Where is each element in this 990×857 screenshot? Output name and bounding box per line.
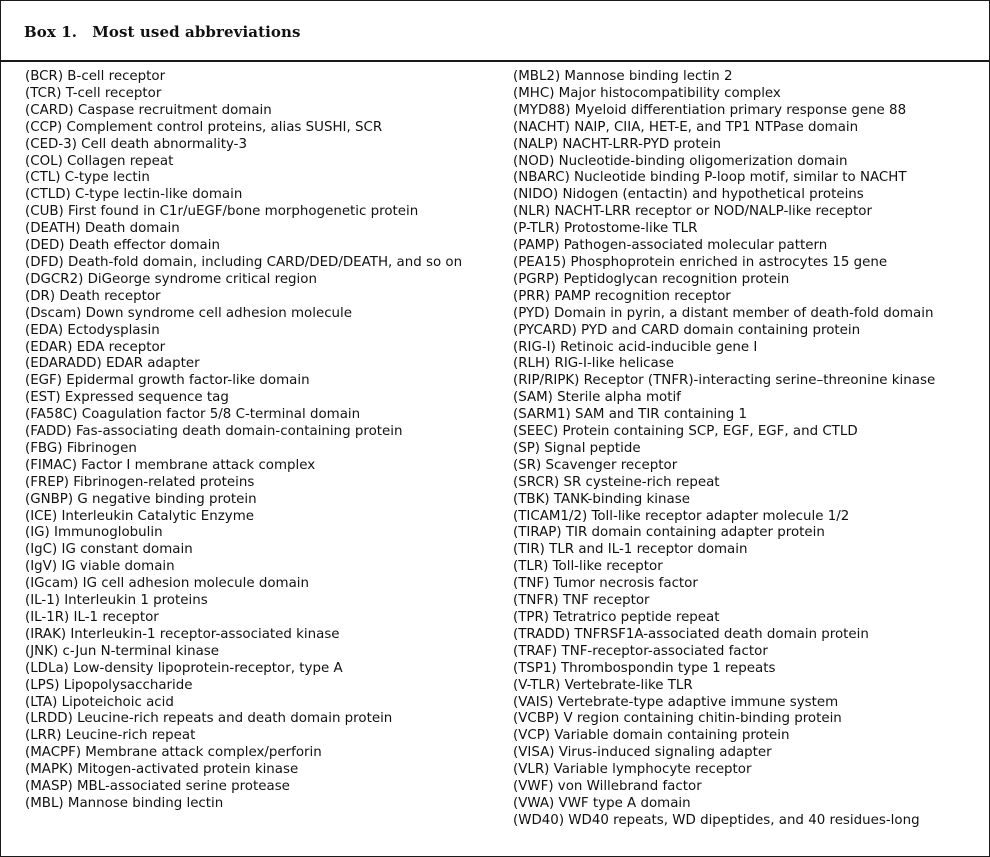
abbreviation-entry: (CARD) Caspase recruitment domain	[25, 102, 272, 118]
abbreviation-entry: (PEA15) Phosphoprotein enriched in astrocytes 15 gene	[513, 254, 888, 270]
abbreviation-entry: (VWA) VWF type A domain	[513, 795, 691, 811]
abbreviation-entry: (Dscam) Down syndrome cell adhesion molecule	[25, 305, 352, 321]
abbreviation-entry: (WD40) WD40 repeats, WD dipeptides, and 40 residues-long	[513, 812, 920, 828]
abbreviation-entry: (TNFR) TNF receptor	[513, 593, 650, 609]
abbreviation-entry: (RIG-I) Retinoic acid-inducible gene I	[513, 339, 758, 355]
abbreviation-entry: (FREP) Fibrinogen-related proteins	[25, 474, 255, 490]
abbreviation-entry: (MAPK) Mitogen-activated protein kinase	[25, 762, 299, 778]
abbreviation-entry: (SR) Scavenger receptor	[513, 457, 678, 473]
abbreviation-entry: (V-TLR) Vertebrate-like TLR	[513, 677, 693, 693]
abbreviation-entry: (DR) Death receptor	[25, 288, 161, 304]
abbreviation-entry: (SAM) Sterile alpha motif	[513, 390, 681, 406]
abbreviation-entry: (RIP/RIPK) Receptor (TNFR)-interacting serine–threonine kinase	[513, 373, 936, 389]
abbreviation-entry: (TBK) TANK-binding kinase	[513, 491, 690, 507]
abbreviation-entry: (CTL) C-type lectin	[25, 170, 150, 186]
box-header	[1, 1, 989, 62]
abbreviation-entry: (IgC) IG constant domain	[25, 542, 193, 558]
abbreviation-entry: (LRR) Leucine-rich repeat	[25, 728, 196, 744]
abbreviation-entry: (VCBP) V region containing chitin-binding protein	[513, 711, 842, 727]
abbreviation-entry: (CED-3) Cell death abnormality-3	[25, 136, 248, 152]
abbreviation-entry: (FIMAC) Factor I membrane attack complex	[25, 457, 316, 473]
abbreviation-entry: (TRAF) TNF-receptor-associated factor	[513, 643, 768, 659]
abbreviation-entry: (NBARC) Nucleotide binding P-loop motif, similar to NACHT	[513, 170, 907, 186]
box-title: Box 1. Most used abbreviations	[24, 23, 301, 41]
abbreviation-entry: (CCP) Complement control proteins, alias SUSHI, SCR	[25, 119, 383, 135]
abbreviation-entry: (GNBP) G negative binding protein	[25, 491, 257, 507]
abbreviation-entry: (EDAR) EDA receptor	[25, 339, 166, 355]
abbreviation-entry: (EST) Expressed sequence tag	[25, 390, 229, 406]
abbreviation-entry: (TLR) Toll-like receptor	[513, 559, 663, 575]
abbreviation-entry: (EDA) Ectodysplasin	[25, 322, 160, 338]
abbreviation-entry: (BCR) B-cell receptor	[25, 69, 166, 84]
abbreviation-entry: (TSP1) Thrombospondin type 1 repeats	[513, 660, 776, 676]
abbreviation-entry: (PRR) PAMP recognition receptor	[513, 288, 731, 304]
abbreviation-entry: (IgV) IG viable domain	[25, 559, 175, 575]
abbreviations-left-column	[25, 69, 495, 813]
abbreviation-entry: (MACPF) Membrane attack complex/perforin	[25, 745, 322, 761]
abbreviation-entry: (IRAK) Interleukin-1 receptor-associated kinase	[25, 626, 340, 642]
abbreviation-entry: (TICAM1/2) Toll-like receptor adapter molecule 1/2	[513, 508, 850, 524]
abbreviation-entry: (FBG) Fibrinogen	[25, 440, 137, 456]
abbreviation-entry: (IGcam) IG cell adhesion molecule domain	[25, 576, 309, 592]
abbreviation-entry: (LTA) Lipoteichoic acid	[25, 694, 174, 710]
abbreviations-right-column	[513, 69, 983, 830]
abbreviation-entry: (NACHT) NAIP, CIIA, HET-E, and TP1 NTPase domain	[513, 119, 859, 135]
abbreviation-entry: (LRDD) Leucine-rich repeats and death domain protein	[25, 711, 393, 727]
abbreviation-entry: (VLR) Variable lymphocyte receptor	[513, 762, 752, 778]
abbreviation-entry: (CTLD) C-type lectin-like domain	[25, 187, 243, 203]
abbreviation-entry: (NLR) NACHT-LRR receptor or NOD/NALP-like receptor	[513, 204, 873, 220]
abbreviation-entry: (VISA) Virus-induced signaling adapter	[513, 745, 772, 761]
abbreviation-entry: (COL) Collagen repeat	[25, 153, 174, 169]
abbreviation-entry: (TRADD) TNFRSF1A-associated death domain protein	[513, 626, 869, 642]
abbreviation-entry: (RLH) RIG-I-like helicase	[513, 356, 674, 372]
abbreviation-entry: (TIR) TLR and IL-1 receptor domain	[513, 542, 748, 558]
abbreviation-entry: (VAIS) Vertebrate-type adaptive immune system	[513, 694, 839, 710]
abbreviation-entry: (CUB) First found in C1r/uEGF/bone morphogenetic protein	[25, 204, 419, 220]
abbreviation-entry: (SRCR) SR cysteine-rich repeat	[513, 474, 720, 490]
abbreviation-entry: (IG) Immunoglobulin	[25, 525, 163, 541]
abbreviation-entry: (VCP) Variable domain containing protein	[513, 728, 790, 744]
abbreviation-entry: (MHC) Major histocompatibility complex	[513, 85, 781, 101]
abbreviation-entry: (IL-1R) IL-1 receptor	[25, 610, 159, 625]
abbreviation-entry: (JNK) c-Jun N-terminal kinase	[25, 643, 219, 659]
abbreviation-entry: (LPS) Lipopolysaccharide	[25, 677, 193, 693]
abbreviation-entry: (SEEC) Protein containing SCP, EGF, EGF, and CTLD	[513, 424, 858, 440]
abbreviation-entry: (PGRP) Peptidoglycan recognition protein	[513, 271, 790, 287]
abbreviation-entry: (MBL2) Mannose binding lectin 2	[513, 69, 733, 84]
abbreviation-entry: (P-TLR) Protostome-like TLR	[513, 221, 698, 237]
abbreviation-entry: (NOD) Nucleotide-binding oligomerization domain	[513, 153, 848, 169]
abbreviation-entry: (NIDO) Nidogen (entactin) and hypothetical proteins	[513, 187, 864, 203]
abbreviation-entry: (FA58C) Coagulation factor 5/8 C-terminal domain	[25, 407, 361, 423]
abbreviation-entry: (LDLa) Low-density lipoprotein-receptor, type A	[25, 660, 343, 676]
abbreviation-entry: (DEATH) Death domain	[25, 221, 180, 237]
abbreviation-entry: (DFD) Death-fold domain, including CARD/DED/DEATH, and so on	[25, 254, 463, 270]
abbreviation-entry: (SARM1) SAM and TIR containing 1	[513, 407, 748, 423]
abbreviation-entry: (PAMP) Pathogen-associated molecular pattern	[513, 238, 828, 254]
abbreviation-entry: (SP) Signal peptide	[513, 440, 641, 456]
abbreviation-entry: (TPR) Tetratrico peptide repeat	[513, 610, 720, 625]
abbreviation-entry: (MASP) MBL-associated serine protease	[25, 779, 290, 795]
abbreviation-entry: (MYD88) Myeloid differentiation primary response gene 88	[513, 102, 907, 118]
abbreviation-entry: (TIRAP) TIR domain containing adapter protein	[513, 525, 825, 541]
abbreviation-entry: (TCR) T-cell receptor	[25, 85, 162, 101]
abbreviation-entry: (DGCR2) DiGeorge syndrome critical region	[25, 271, 317, 287]
abbreviation-entry: (ICE) Interleukin Catalytic Enzyme	[25, 508, 254, 524]
abbreviation-entry: (PYCARD) PYD and CARD domain containing protein	[513, 322, 861, 338]
abbreviation-entry: (TNF) Tumor necrosis factor	[513, 576, 698, 592]
abbreviation-entry: (DED) Death effector domain	[25, 238, 220, 254]
abbreviation-entry: (NALP) NACHT-LRR-PYD protein	[513, 136, 722, 152]
abbreviation-entry: (PYD) Domain in pyrin, a distant member of death-fold domain	[513, 305, 934, 321]
abbreviation-entry: (EGF) Epidermal growth factor-like domain	[25, 373, 310, 389]
abbreviation-entry: (FADD) Fas-associating death domain-containing protein	[25, 424, 403, 440]
abbreviation-entry: (VWF) von Willebrand factor	[513, 779, 702, 795]
abbreviation-entry: (MBL) Mannose binding lectin	[25, 795, 224, 811]
abbreviation-entry: (EDARADD) EDAR adapter	[25, 356, 200, 372]
abbreviation-entry: (IL-1) Interleukin 1 proteins	[25, 593, 208, 609]
